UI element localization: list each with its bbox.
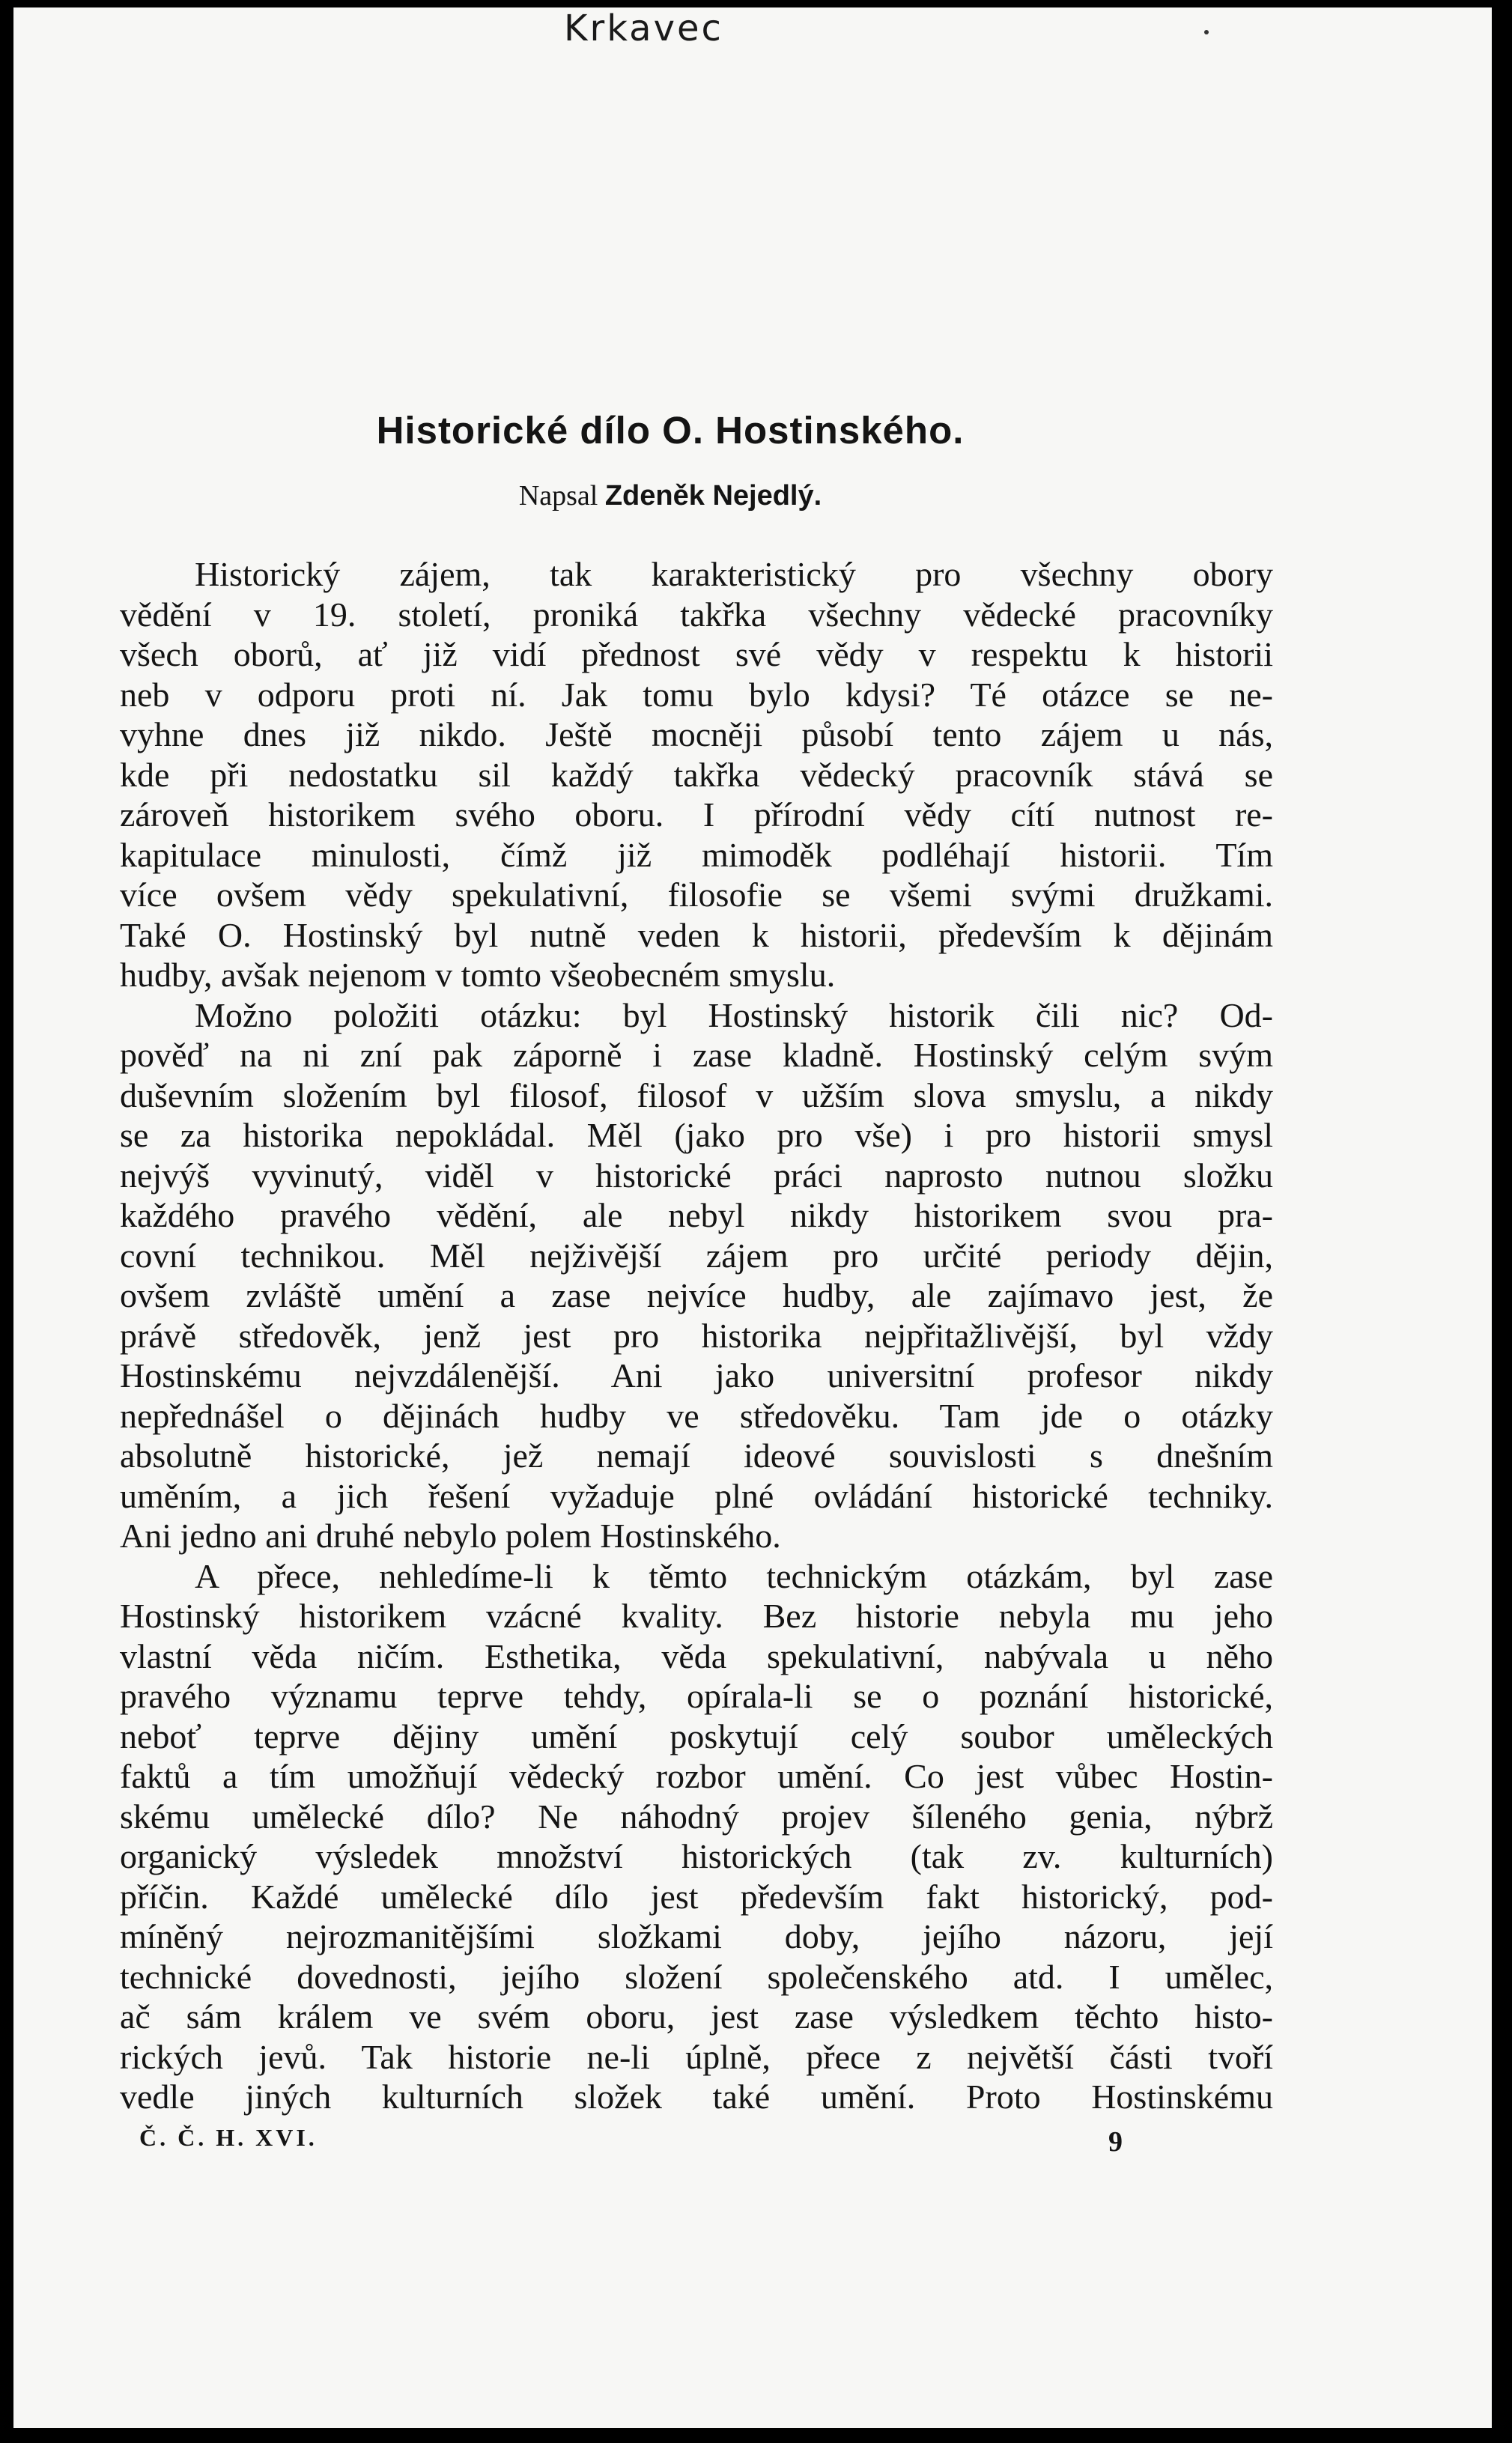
text-line: kde při nedostatku sil každý takřka vědecký pracovník stává se — [120, 755, 1273, 794]
text-line: Historický zájem, tak karakteristický pro všechny obory — [195, 555, 1273, 593]
text-line: organický výsledek množství historických (tak zv. kulturních) — [120, 1837, 1273, 1875]
text-line: kapitulace minulosti, čímž již mimoděk podléhají historii. Tím — [120, 835, 1273, 874]
text-line: neb v odporu proti ní. Jak tomu bylo kdysi? Té otázce se ne- — [120, 675, 1273, 714]
text-line: nepřednášel o dějinách hudby ve středověku. Tam jde o otázky — [120, 1396, 1273, 1435]
text-line: míněný nejrozmanitějšími složkami doby, jejího názoru, její — [120, 1917, 1273, 1955]
article-title: Historické dílo O. Hostinského. — [376, 409, 965, 452]
text-line: zároveň historikem svého oboru. I přírodní vědy cítí nutnost re- — [120, 795, 1273, 834]
text-line: se za historika nepokládal. Měl (jako pro vše) i pro historii smysl — [120, 1116, 1273, 1154]
text-line: Také O. Hostinský byl nutně veden k historii, především k dějinám — [120, 915, 1273, 954]
byline-author: Zdeněk Nejedlý. — [604, 480, 822, 512]
text-line: hudby, avšak nejenom v tomto všeobecném smyslu. — [120, 956, 836, 994]
text-line: právě středověk, jenž jest pro historika nejpřitažlivější, byl vždy — [120, 1316, 1273, 1355]
text-line: A přece, nehledíme-li k těmto technickým otázkám, byl zase — [195, 1556, 1273, 1595]
text-line: covní technikou. Měl nejživější zájem pro určité periody dějin, — [120, 1236, 1273, 1275]
text-line: vedle jiných kulturních složek také umění. Proto Hostinskému — [120, 2078, 1273, 2116]
scanned-page — [13, 7, 1492, 2428]
speck-mark — [1204, 30, 1209, 34]
text-line: absolutně historické, jež nemají ideové souvislosti s dnešním — [120, 1436, 1273, 1475]
text-line: neboť teprve dějiny umění poskytují celý soubor uměleckých — [120, 1717, 1273, 1755]
text-line: Ani jedno ani druhé nebylo polem Hostinského. — [120, 1517, 781, 1555]
text-line: pravého významu teprve tehdy, opírala-li se o poznání historické, — [120, 1677, 1273, 1715]
text-line: faktů a tím umožňují vědecký rozbor umění. Co jest vůbec Hostin- — [120, 1757, 1273, 1795]
text-line: duševním složením byl filosof, filosof v užším slova smyslu, a nikdy — [120, 1075, 1273, 1114]
article-byline — [13, 479, 1409, 512]
text-line: pověď na ni zní pak záporně i zase kladně. Hostinský celým svým — [120, 1036, 1273, 1074]
text-line: vlastní věda ničím. Esthetika, věda spekulativní, nabývala u něho — [120, 1636, 1273, 1675]
text-line: příčin. Každé umělecké dílo jest především fakt historický, pod- — [120, 1877, 1273, 1916]
text-line: vyhne dnes již nikdo. Ještě mocněji působí tento zájem u nás, — [120, 715, 1273, 753]
text-line: více ovšem vědy spekulativní, filosofie se všemi svými družkami. — [120, 875, 1273, 914]
text-line: technické dovednosti, jejího složení společenského atd. I umělec, — [120, 1957, 1273, 1996]
page-number: 9 — [1108, 2126, 1123, 2158]
article-body — [120, 554, 1273, 2117]
text-line: ač sám králem ve svém oboru, jest zase výsledkem těchto histo- — [120, 1997, 1273, 2036]
text-line: každého pravého vědění, ale nebyl nikdy historikem svou pra- — [120, 1196, 1273, 1234]
text-line: všech oborů, ať již vidí přednost své vědy v respektu k historii — [120, 635, 1273, 673]
byline-prefix: Napsal — [518, 480, 598, 512]
journal-signature: Č. Č. H. XVI. — [139, 2124, 318, 2151]
text-line: nejvýš vyvinutý, viděl v historické práci naprosto nutnou složku — [120, 1156, 1273, 1195]
text-line: Možno položiti otázku: byl Hostinský historik čili nic? Od- — [195, 995, 1273, 1034]
text-line: Hostinský historikem vzácné kvality. Bez historie nebyla mu jeho — [120, 1597, 1273, 1635]
text-line: uměním, a jich řešení vyžaduje plné ovládání historické techniky. — [120, 1476, 1273, 1515]
text-line: rických jevů. Tak historie ne-li úplně, přece z největší části tvoří — [120, 2037, 1273, 2076]
handwritten-annotation: Krkavec — [564, 7, 723, 49]
text-line: ovšem zvláště umění a zase nejvíce hudby, ale zajímavo jest, že — [120, 1276, 1273, 1314]
text-line: vědění v 19. století, proniká takřka všechny vědecké pracovníky — [120, 595, 1273, 634]
text-line: skému umělecké dílo? Ne náhodný projev šíleného genia, nýbrž — [120, 1797, 1273, 1836]
text-line: Hostinskému nejvzdálenější. Ani jako universitní profesor nikdy — [120, 1356, 1273, 1395]
